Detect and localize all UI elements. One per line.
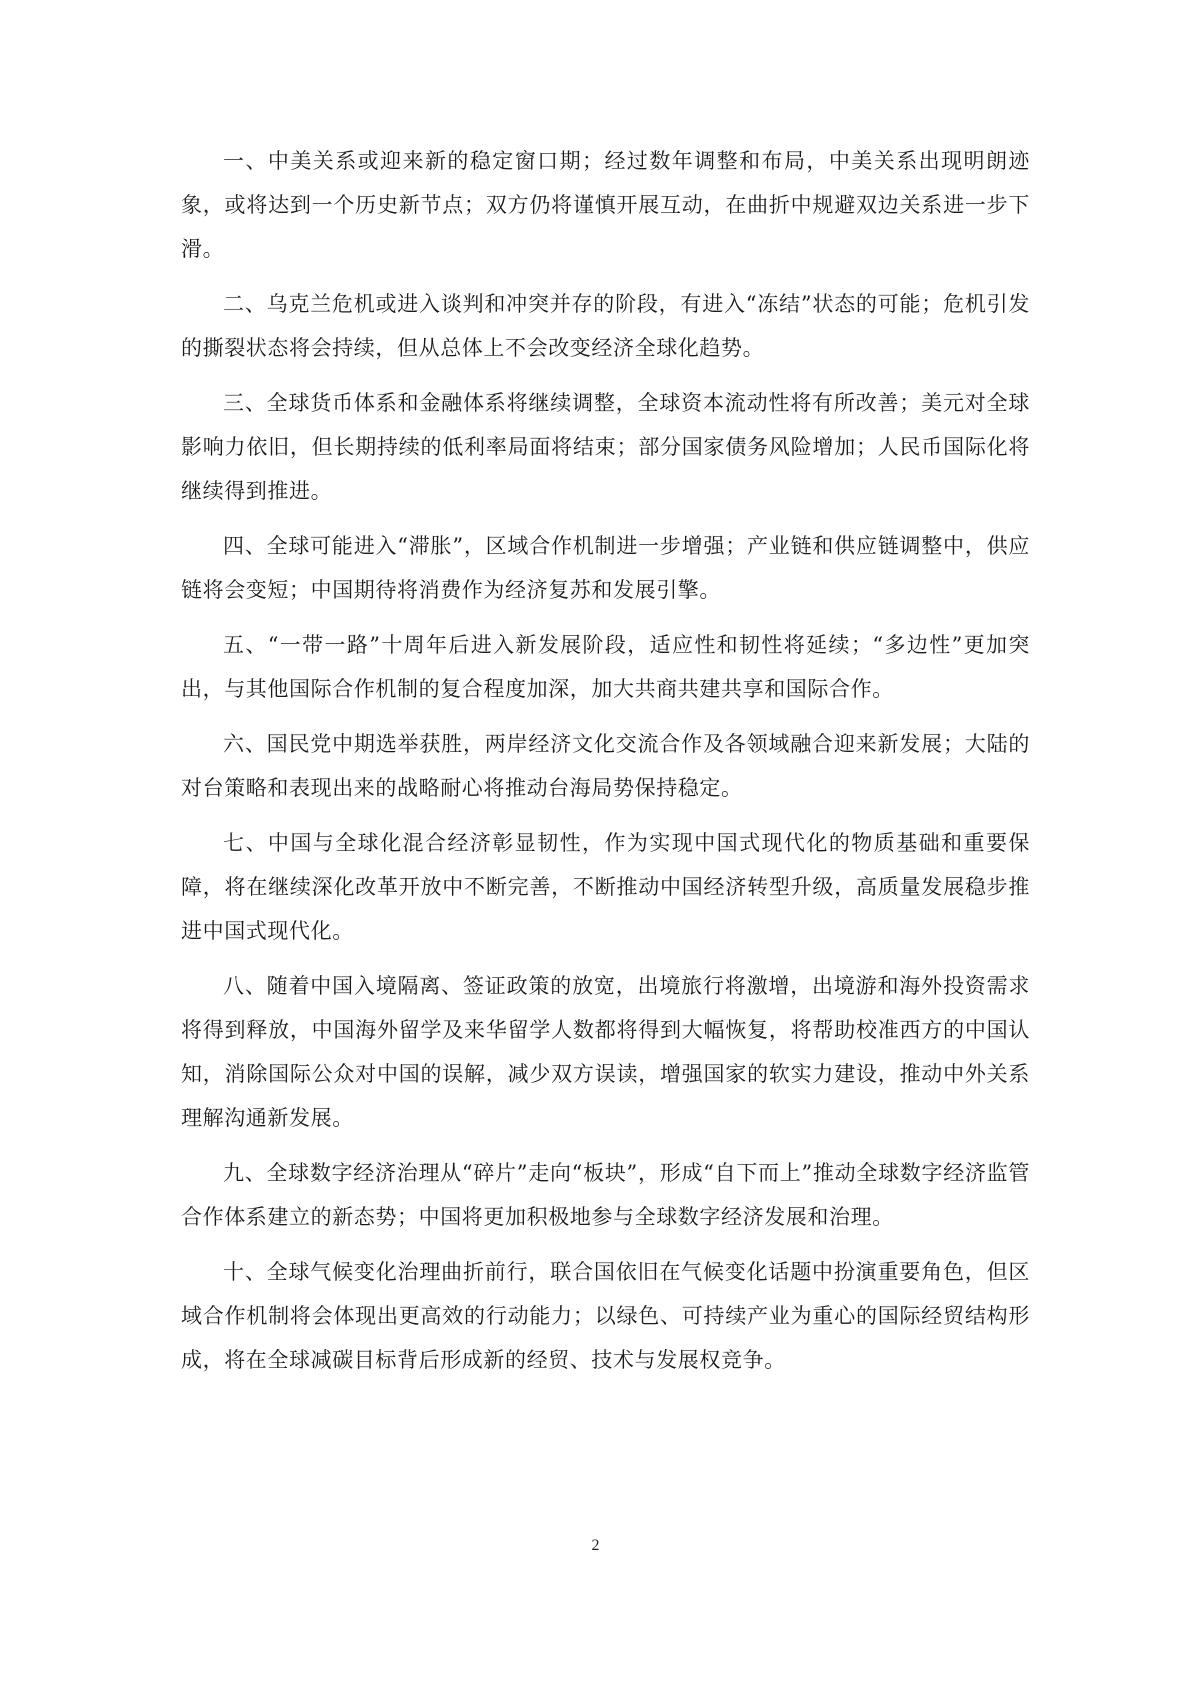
paragraph-2: 二、乌克兰危机或进入谈判和冲突并存的阶段，有进入“冻结”状态的可能；危机引发的撕裂状态将会持续，但从总体上不会改变经济全球化趋势。 xyxy=(181,292,1030,360)
document-body xyxy=(181,139,1030,1393)
paragraph-3: 三、全球货币体系和金融体系将继续调整，全球资本流动性将有所改善；美元对全球影响力依旧，但长期持续的低利率局面将结束；部分国家债务风险增加；人民币国际化将继续得到推进。 xyxy=(181,391,1030,503)
paragraph-4: 四、全球可能进入“滞胀”，区域合作机制进一步增强；产业链和供应链调整中，供应链将会变短；中国期待将消费作为经济复苏和发展引擎。 xyxy=(181,534,1030,602)
paragraph-10: 十、全球气候变化治理曲折前行，联合国依旧在气候变化话题中扮演重要角色，但区域合作机制将会体现出更高效的行动能力；以绿色、可持续产业为重心的国际经贸结构形成，将在全球减碳目标背后形成新的经贸、技术与发展权竞争。 xyxy=(181,1260,1030,1372)
paragraph-6: 六、国民党中期选举获胜，两岸经济文化交流合作及各领域融合迎来新发展；大陆的对台策略和表现出来的战略耐心将推动台海局势保持稳定。 xyxy=(181,732,1030,800)
paragraph-7: 七、中国与全球化混合经济彰显韧性，作为实现中国式现代化的物质基础和重要保障，将在继续深化改革开放中不断完善，不断推动中国经济转型升级，高质量发展稳步推进中国式现代化。 xyxy=(181,831,1030,943)
paragraph-1: 一、中美关系或迎来新的稳定窗口期；经过数年调整和布局，中美关系出现明朗迹象，或将达到一个历史新节点；双方仍将谨慎开展互动，在曲折中规避双边关系进一步下滑。 xyxy=(181,149,1030,261)
paragraph-8: 八、随着中国入境隔离、签证政策的放宽，出境旅行将激增，出境游和海外投资需求将得到释放，中国海外留学及来华留学人数都将得到大幅恢复，将帮助校准西方的中国认知，消除国际公众对中国的误解，减少双方误读，增强国家的软实力建设，推动中外关系理解沟通新发展。 xyxy=(181,974,1030,1130)
paragraph-9: 九、全球数字经济治理从“碎片”走向“板块”，形成“自下而上”推动全球数字经济监管合作体系建立的新态势；中国将更加积极地参与全球数字经济发展和治理。 xyxy=(181,1161,1030,1229)
page-number: 2 xyxy=(591,1537,600,1554)
paragraph-5: 五、“一带一路”十周年后进入新发展阶段，适应性和韧性将延续；“多边性”更加突出，与其他国际合作机制的复合程度加深，加大共商共建共享和国际合作。 xyxy=(181,633,1030,701)
